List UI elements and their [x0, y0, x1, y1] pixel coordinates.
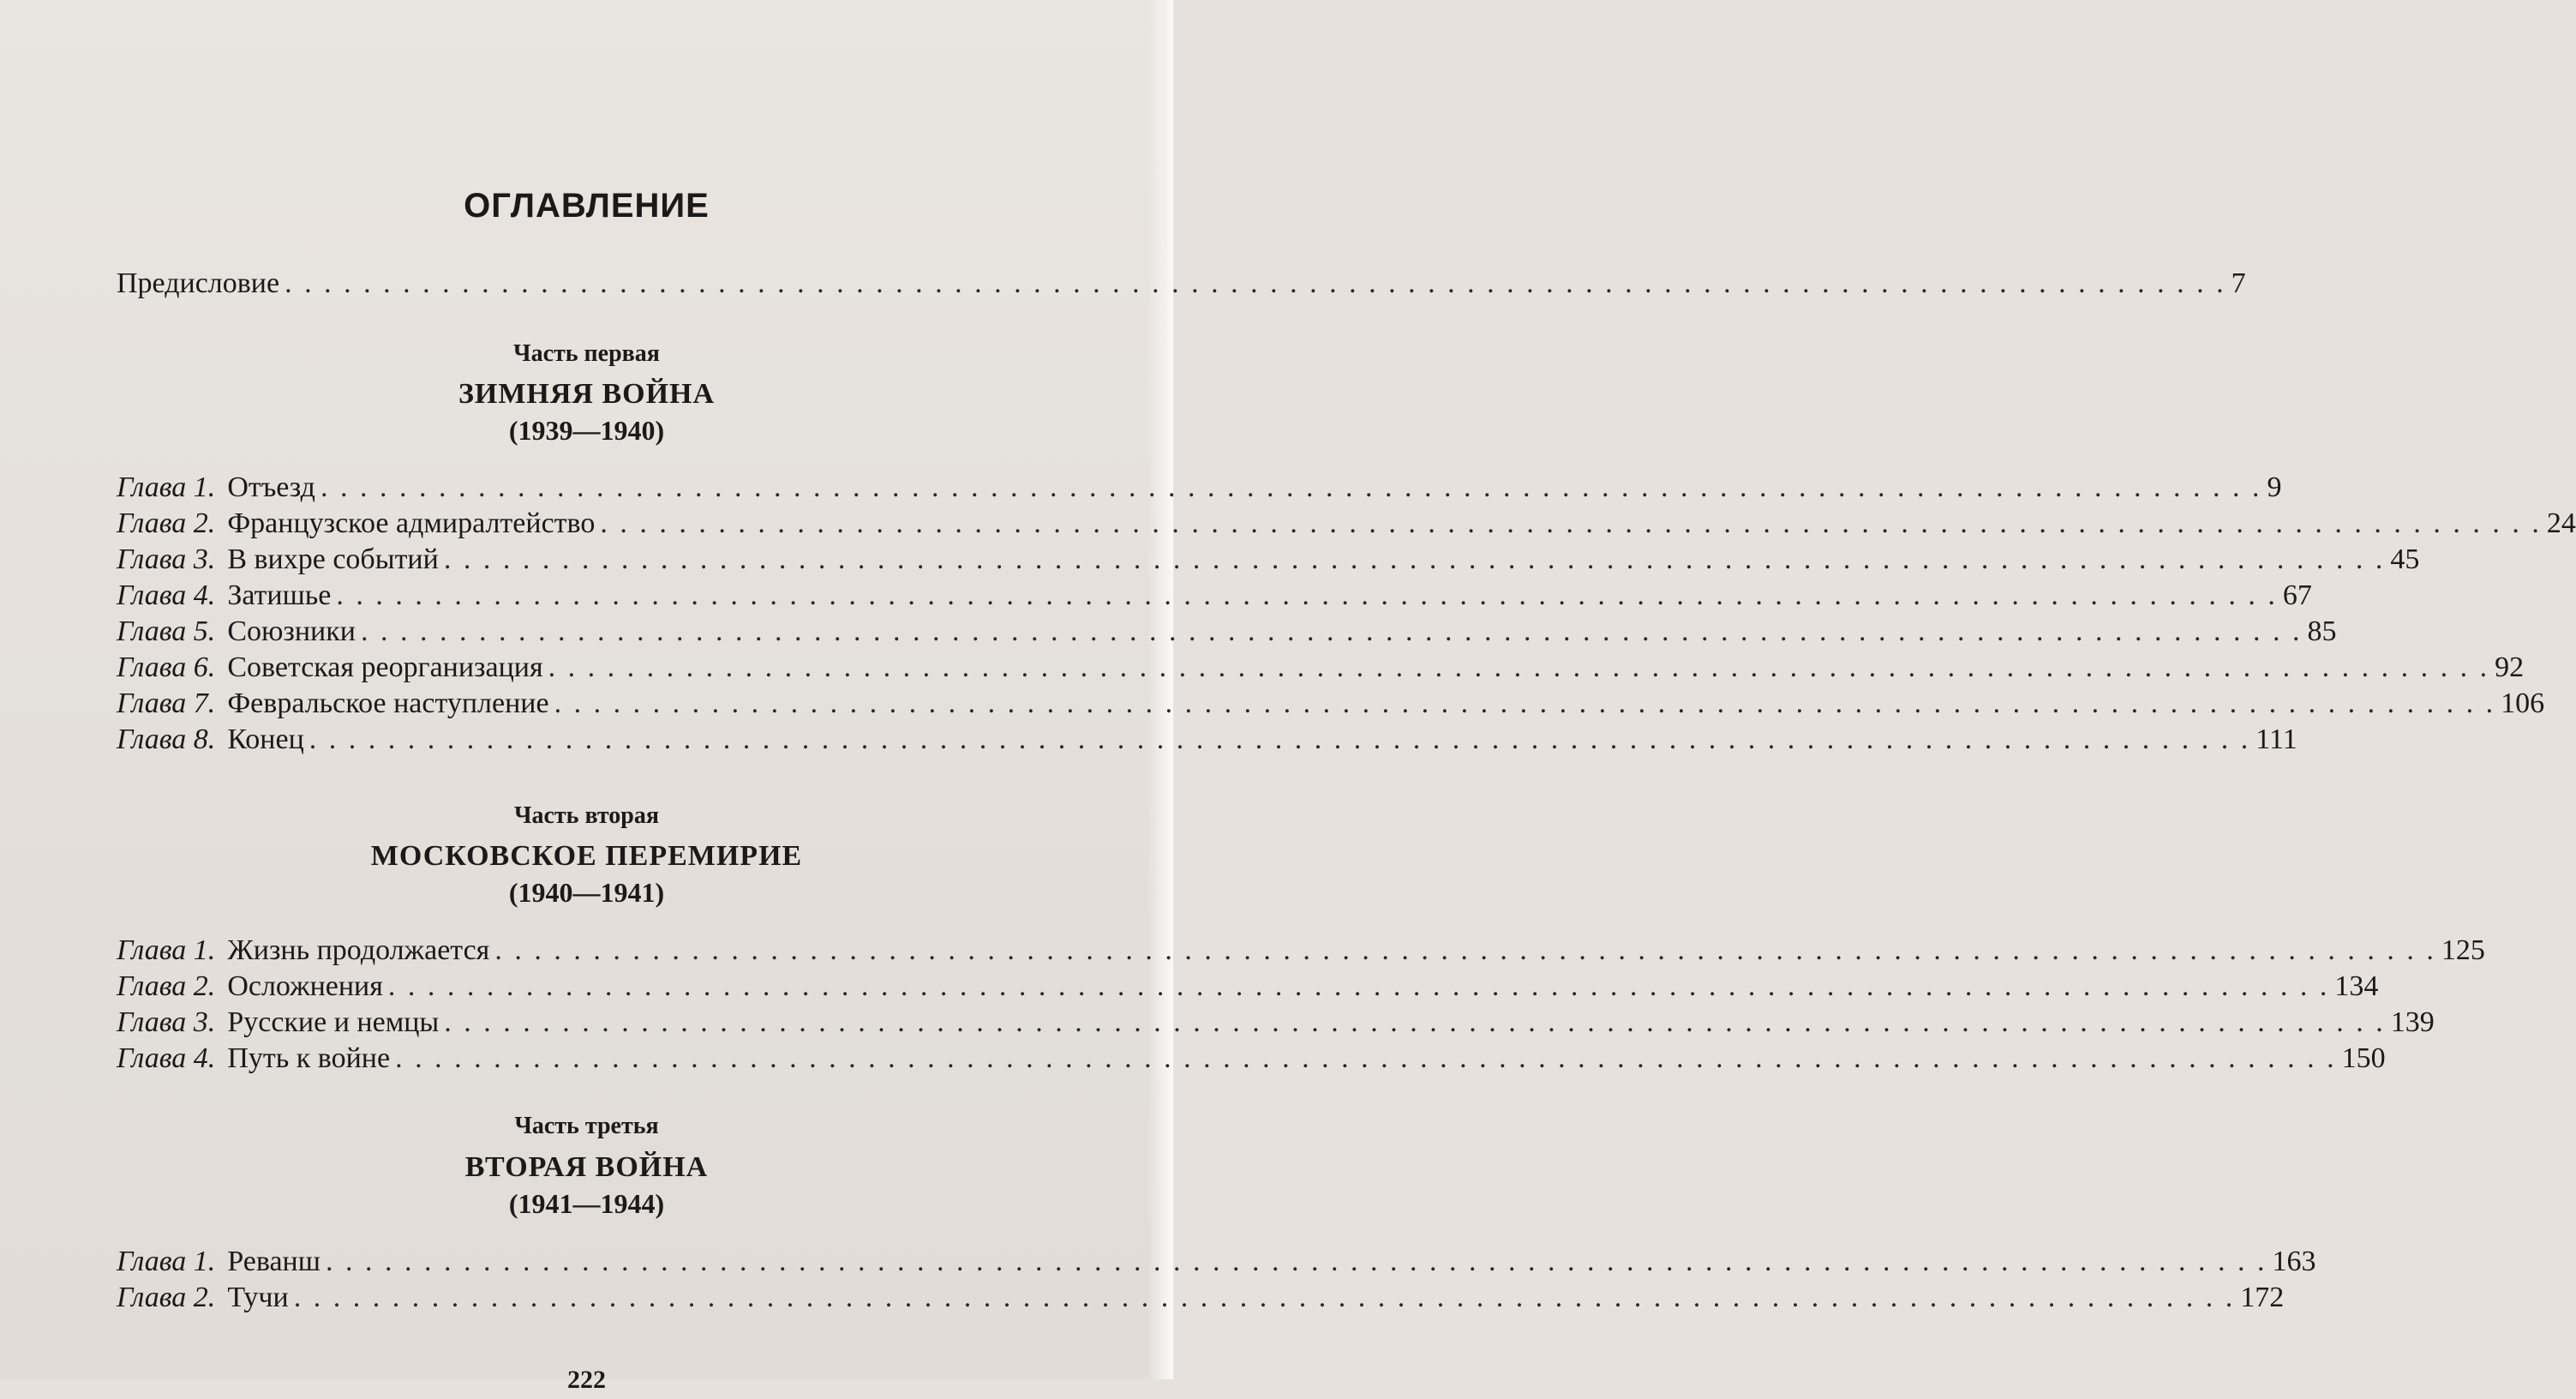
dot-leader: [321, 469, 2262, 507]
entry-page: 24: [2546, 507, 2576, 539]
entry-title: Жизнь продолжается: [227, 934, 490, 966]
chapter-number: Глава 1.: [117, 471, 216, 503]
toc-entry: [117, 1040, 2386, 1078]
entry-title: Советская реорганизация: [227, 651, 543, 683]
contents-heading: ОГЛАВЛЕНИЕ: [464, 187, 710, 225]
part-1-label: Часть первая: [513, 340, 660, 367]
dot-leader: [395, 1040, 2337, 1078]
dot-leader: [336, 577, 2278, 615]
toc-entry: [117, 469, 2282, 507]
toc-entry: [117, 685, 2545, 723]
chapter-number: Глава 2.: [117, 970, 216, 1002]
chapter-number: Глава 1.: [117, 1246, 216, 1277]
chapter-number: Глава 2.: [117, 1282, 216, 1313]
entry-page: 150: [2341, 1042, 2386, 1074]
chapter-number: Глава 6.: [117, 651, 216, 683]
entry-page: 7: [2231, 267, 2246, 299]
entry-page: 172: [2240, 1282, 2285, 1313]
dot-leader: [294, 1279, 2236, 1317]
part-3-label: Часть третья: [514, 1113, 659, 1139]
dot-leader: [388, 968, 2330, 1006]
chapter-number: Глава 7.: [117, 687, 216, 719]
entry-title: Реванш: [227, 1246, 321, 1277]
entry-page: 139: [2390, 1006, 2435, 1038]
entry-page: 125: [2441, 934, 2485, 966]
entry-title: Отъезд: [227, 471, 315, 503]
dot-leader: [494, 932, 2436, 970]
chapter-number: Глава 1.: [117, 934, 216, 966]
entry-title: Французское адмиралтейство: [227, 507, 596, 539]
entry-title: В вихре событий: [227, 543, 439, 575]
entry-title: Русские и немцы: [227, 1006, 440, 1038]
chapter-number: Глава 4.: [117, 579, 216, 611]
dot-leader: [309, 721, 2251, 759]
entry-page: 85: [2307, 615, 2337, 647]
toc-entry: [117, 577, 2312, 615]
chapter-number: Глава 3.: [117, 1006, 216, 1038]
toc-entry: [117, 541, 2420, 579]
entry-title: Февральское наступление: [227, 687, 549, 719]
toc-entry: [117, 932, 2485, 970]
toc-entry: [117, 721, 2297, 759]
entry-page: 134: [2334, 970, 2379, 1002]
entry-title: Затишье: [227, 579, 332, 611]
toc-entry: [117, 1243, 2316, 1281]
entry-title: Осложнения: [227, 970, 383, 1002]
entry-page: 163: [2272, 1246, 2316, 1277]
part-3-title: ВТОРАЯ ВОЙНА: [464, 1151, 709, 1183]
toc-entry: [117, 1279, 2285, 1317]
chapter-number: Глава 5.: [117, 615, 216, 647]
entry-page: 106: [2501, 687, 2545, 719]
part-2-years: (1940—1941): [508, 877, 665, 908]
part-2-label: Часть вторая: [513, 802, 660, 829]
part-3-years: (1941—1944): [508, 1188, 665, 1219]
part-2-title: МОСКОВСКОЕ ПЕРЕМИРИЕ: [370, 840, 803, 872]
toc-entry: [117, 1004, 2435, 1042]
dot-leader: [548, 649, 2490, 687]
entry-page: 92: [2495, 651, 2525, 683]
page-number: 222: [567, 1366, 606, 1394]
entry-title: Предисловие: [117, 267, 280, 299]
dot-leader: [361, 613, 2303, 651]
entry-title: Путь к войне: [227, 1042, 391, 1074]
entry-title: Конец: [227, 724, 304, 755]
part-1-years: (1939—1940): [508, 415, 665, 446]
part-1-title: ЗИМНЯЯ ВОЙНА: [458, 378, 716, 410]
dot-leader: [326, 1243, 2267, 1281]
dot-leader: [444, 541, 2386, 579]
dot-leader: [285, 265, 2226, 303]
chapter-number: Глава 3.: [117, 543, 216, 575]
entry-page: 67: [2282, 579, 2312, 611]
toc-entry: [117, 968, 2379, 1006]
entry-page: 9: [2267, 471, 2282, 503]
chapter-number: Глава 2.: [117, 507, 216, 539]
toc-entry: [117, 613, 2337, 651]
toc-entry-preface: [117, 265, 2246, 303]
dot-leader: [600, 505, 2542, 543]
chapter-number: Глава 4.: [117, 1042, 216, 1074]
entry-page: 45: [2390, 543, 2420, 575]
dot-leader: [444, 1004, 2386, 1042]
toc-entry: [117, 505, 2576, 543]
dot-leader: [554, 685, 2496, 723]
toc-entry: [117, 649, 2525, 687]
chapter-number: Глава 8.: [117, 724, 216, 755]
entry-page: 111: [2255, 724, 2297, 755]
entry-title: Союзники: [227, 615, 356, 647]
entry-title: Тучи: [227, 1282, 289, 1313]
